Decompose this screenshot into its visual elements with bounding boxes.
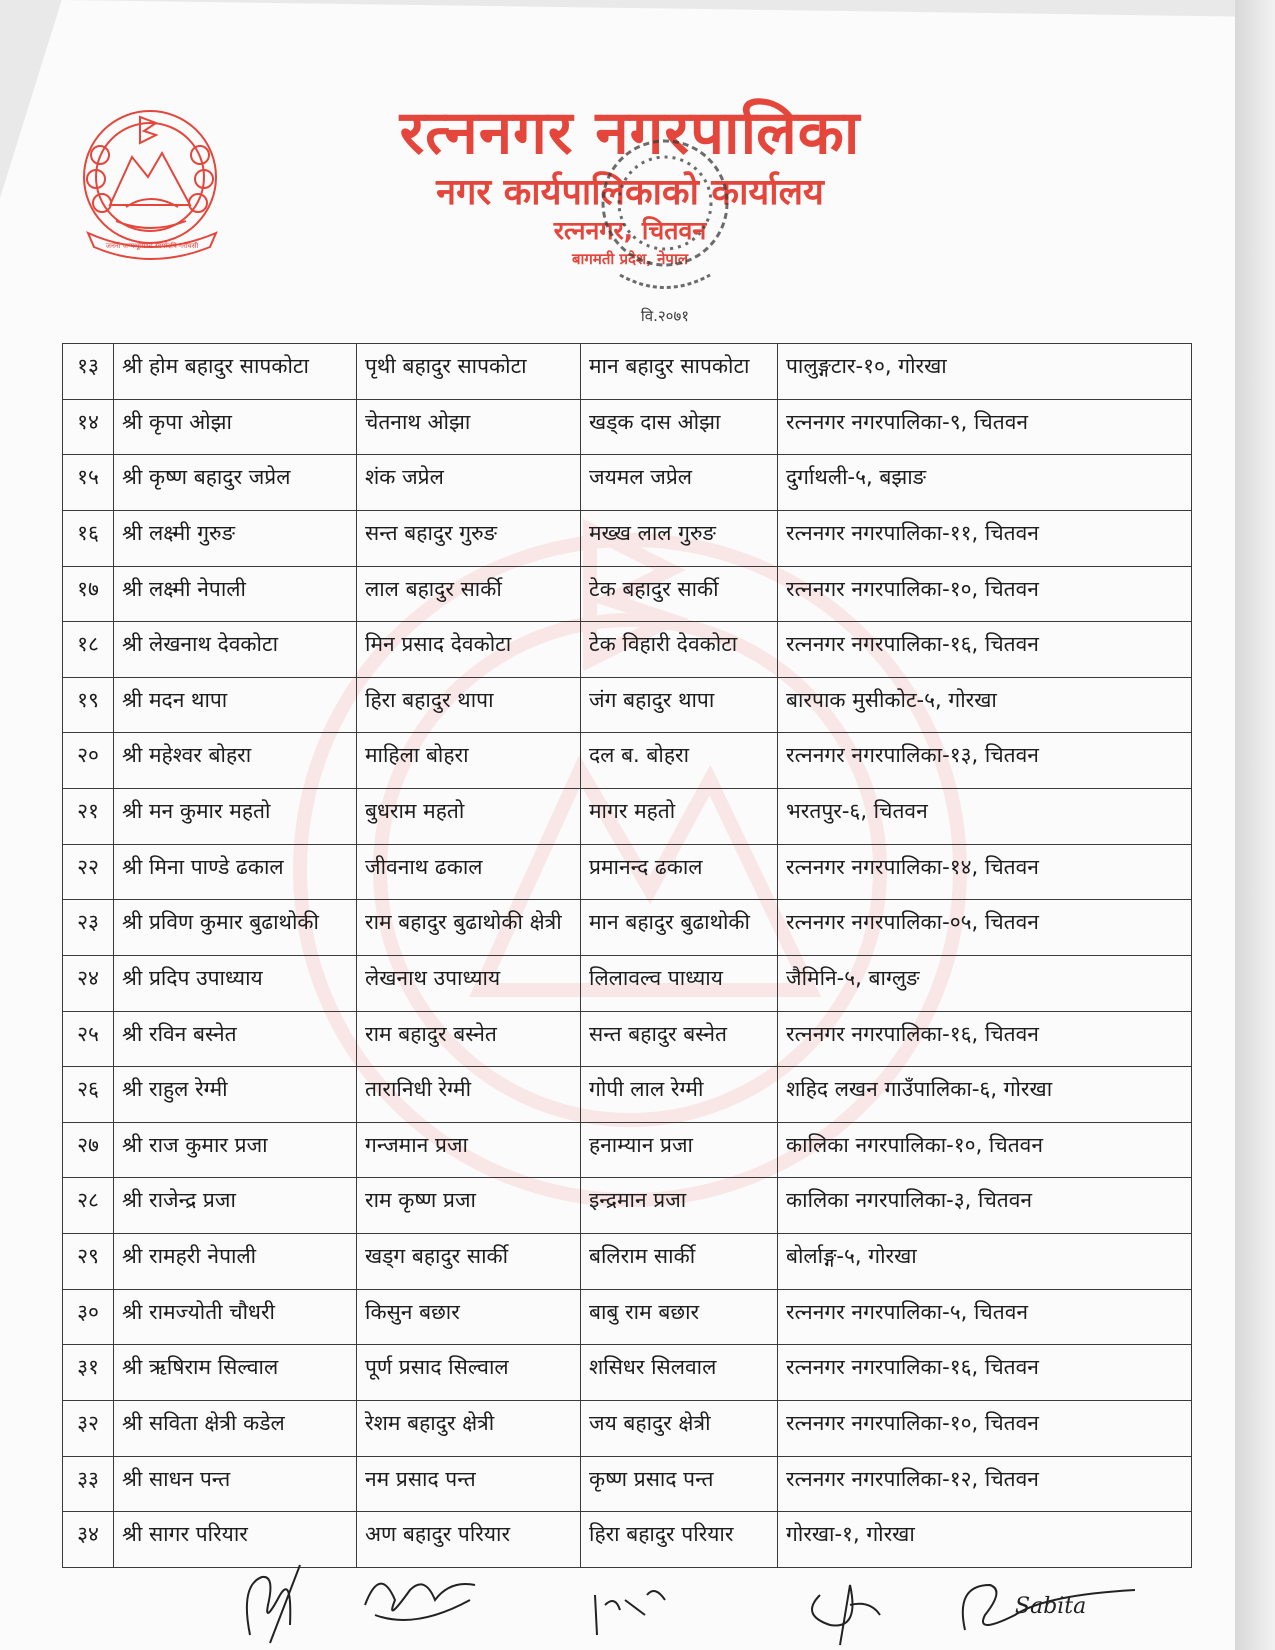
signature-4: [790, 1555, 890, 1650]
father-name-cell: चेतनाथ ओझा: [357, 399, 581, 455]
table-row: [63, 1456, 1192, 1512]
grandfather-name-cell: मख्ख लाल गुरुङ: [581, 510, 778, 566]
name-cell: श्री मिना पाण्डे ढकाल: [114, 844, 357, 900]
father-name-cell: माहिला बोहरा: [357, 733, 581, 789]
grandfather-name-cell: मान बहादुर सापकोटा: [581, 344, 778, 400]
address-cell: रत्ननगर नगरपालिका-०५, चितवन: [778, 900, 1192, 956]
serial-number-cell: २१: [63, 789, 114, 845]
serial-number-cell: २२: [63, 844, 114, 900]
table-row: [63, 1345, 1192, 1401]
address-cell: बारपाक मुसीकोट-५, गोरखा: [778, 677, 1192, 733]
serial-number-cell: १६: [63, 510, 114, 566]
table-row: [63, 510, 1192, 566]
svg-text:जननी जन्मभूमिश्च स्वर्गादपि गर: जननी जन्मभूमिश्च स्वर्गादपि गरीयसी: [105, 242, 199, 250]
office-stamp: [580, 125, 750, 335]
table-row: [63, 844, 1192, 900]
address-cell: रत्ननगर नगरपालिका-१६, चितवन: [778, 1011, 1192, 1067]
table-row: [63, 455, 1192, 511]
table-row: [63, 677, 1192, 733]
municipality-title: रत्ननगर नगरपालिका: [399, 98, 861, 168]
serial-number-cell: ३०: [63, 1289, 114, 1345]
grandfather-name-cell: लिलावल्व पाध्याय: [581, 955, 778, 1011]
name-cell: श्री कृष्ण बहादुर जप्रेल: [114, 455, 357, 511]
address-cell: रत्ननगर नगरपालिका-१०, चितवन: [778, 566, 1192, 622]
serial-number-cell: ३२: [63, 1400, 114, 1456]
signature-sabita: [945, 1555, 1145, 1650]
name-cell: श्री राजेन्द्र प्रजा: [114, 1178, 357, 1234]
grandfather-name-cell: प्रमानन्द ढकाल: [581, 844, 778, 900]
table-row: [63, 1289, 1192, 1345]
father-name-cell: किसुन बछार: [357, 1289, 581, 1345]
serial-number-cell: १५: [63, 455, 114, 511]
name-cell: श्री लक्ष्मी नेपाली: [114, 566, 357, 622]
address-cell: रत्ननगर नगरपालिका-१६, चितवन: [778, 1345, 1192, 1401]
table-row: [63, 344, 1192, 400]
name-cell: श्री सविता क्षेत्री कडेल: [114, 1400, 357, 1456]
serial-number-cell: २३: [63, 900, 114, 956]
father-name-cell: रेशम बहादुर क्षेत्री: [357, 1400, 581, 1456]
name-cell: श्री लेखनाथ देवकोटा: [114, 622, 357, 678]
father-name-cell: हिरा बहादुर थापा: [357, 677, 581, 733]
grandfather-name-cell: जयमल जप्रेल: [581, 455, 778, 511]
serial-number-cell: ३१: [63, 1345, 114, 1401]
address-cell: जैमिनि-५, बाग्लुङ: [778, 955, 1192, 1011]
address-cell: रत्ननगर नगरपालिका-५, चितवन: [778, 1289, 1192, 1345]
name-cell: श्री रामज्योती चौधरी: [114, 1289, 357, 1345]
nepal-emblem-logo: [70, 95, 255, 265]
page-edge: [1235, 0, 1275, 1650]
name-cell: श्री रामहरी नेपाली: [114, 1234, 357, 1290]
grandfather-name-cell: हनाम्यान प्रजा: [581, 1122, 778, 1178]
name-cell: श्री रविन बस्नेत: [114, 1011, 357, 1067]
serial-number-cell: १७: [63, 566, 114, 622]
address-cell: रत्ननगर नगरपालिका-९, चितवन: [778, 399, 1192, 455]
signature-3: [585, 1555, 675, 1650]
address-cell: पालुङ्गटार-१०, गोरखा: [778, 344, 1192, 400]
address-cell: रत्ननगर नगरपालिका-११, चितवन: [778, 510, 1192, 566]
name-cell: श्री प्रविण कुमार बुढाथोकी: [114, 900, 357, 956]
person-roster-table: [62, 343, 1192, 1568]
address-cell: गोरखा-१, गोरखा: [778, 1512, 1192, 1568]
address-cell: भरतपुर-६, चितवन: [778, 789, 1192, 845]
serial-number-cell: १८: [63, 622, 114, 678]
table-row: [63, 566, 1192, 622]
address-cell: रत्ननगर नगरपालिका-१३, चितवन: [778, 733, 1192, 789]
father-name-cell: पूर्ण प्रसाद सिल्वाल: [357, 1345, 581, 1401]
name-cell: श्री महेश्वर बोहरा: [114, 733, 357, 789]
address-cell: कालिका नगरपालिका-३, चितवन: [778, 1178, 1192, 1234]
father-name-cell: अण बहादुर परियार: [357, 1512, 581, 1568]
name-cell: श्री मन कुमार महतो: [114, 789, 357, 845]
father-name-cell: गन्जमान प्रजा: [357, 1122, 581, 1178]
grandfather-name-cell: खड्क दास ओझा: [581, 399, 778, 455]
serial-number-cell: २५: [63, 1011, 114, 1067]
serial-number-cell: २७: [63, 1122, 114, 1178]
name-cell: श्री कृपा ओझा: [114, 399, 357, 455]
grandfather-name-cell: बाबु राम बछार: [581, 1289, 778, 1345]
address-cell: रत्ननगर नगरपालिका-१४, चितवन: [778, 844, 1192, 900]
father-name-cell: तारानिधी रेग्मी: [357, 1067, 581, 1123]
serial-number-cell: २८: [63, 1178, 114, 1234]
grandfather-name-cell: टेक बहादुर सार्की: [581, 566, 778, 622]
table-row: [63, 955, 1192, 1011]
serial-number-cell: १४: [63, 399, 114, 455]
grandfather-name-cell: जय बहादुर क्षेत्री: [581, 1400, 778, 1456]
office-subtitle: नगर कार्यपालिकाको कार्यालय: [436, 172, 824, 213]
svg-text:Sabita: Sabita: [1015, 1594, 1087, 1619]
signature-1: [220, 1555, 320, 1650]
table-row: [63, 1234, 1192, 1290]
table-row: [63, 1122, 1192, 1178]
father-name-cell: पृथी बहादुर सापकोटा: [357, 344, 581, 400]
father-name-cell: राम बहादुर बस्नेत: [357, 1011, 581, 1067]
father-name-cell: लेखनाथ उपाध्याय: [357, 955, 581, 1011]
grandfather-name-cell: कृष्ण प्रसाद पन्त: [581, 1456, 778, 1512]
serial-number-cell: १३: [63, 344, 114, 400]
address-cell: दुर्गाथली-५, बझाङ: [778, 455, 1192, 511]
table-row: [63, 789, 1192, 845]
grandfather-name-cell: गोपी लाल रेग्मी: [581, 1067, 778, 1123]
address-cell: रत्ननगर नगरपालिका-१०, चितवन: [778, 1400, 1192, 1456]
father-name-cell: जीवनाथ ढकाल: [357, 844, 581, 900]
name-cell: श्री सागर परियार: [114, 1512, 357, 1568]
grandfather-name-cell: मागर महतो: [581, 789, 778, 845]
name-cell: श्री ऋषिराम सिल्वाल: [114, 1345, 357, 1401]
father-name-cell: राम बहादुर बुढाथोकी क्षेत्री: [357, 900, 581, 956]
father-name-cell: सन्त बहादुर गुरुङ: [357, 510, 581, 566]
table-row: [63, 1400, 1192, 1456]
father-name-cell: खड्ग बहादुर सार्की: [357, 1234, 581, 1290]
serial-number-cell: १९: [63, 677, 114, 733]
address-cell: रत्ननगर नगरपालिका-१६, चितवन: [778, 622, 1192, 678]
name-cell: श्री राज कुमार प्रजा: [114, 1122, 357, 1178]
roster-body: [63, 344, 1192, 1568]
father-name-cell: नम प्रसाद पन्त: [357, 1456, 581, 1512]
father-name-cell: शंक जप्रेल: [357, 455, 581, 511]
grandfather-name-cell: मान बहादुर बुढाथोकी: [581, 900, 778, 956]
father-name-cell: बुधराम महतो: [357, 789, 581, 845]
province-line: बागमती प्रदेश, नेपाल: [571, 250, 689, 268]
grandfather-name-cell: शसिधर सिलवाल: [581, 1345, 778, 1401]
address-cell: कालिका नगरपालिका-१०, चितवन: [778, 1122, 1192, 1178]
name-cell: श्री साधन पन्त: [114, 1456, 357, 1512]
father-name-cell: लाल बहादुर सार्की: [357, 566, 581, 622]
serial-number-cell: २९: [63, 1234, 114, 1290]
address-cell: बोर्लाङ्ग-५, गोरखा: [778, 1234, 1192, 1290]
serial-number-cell: २४: [63, 955, 114, 1011]
serial-number-cell: ३४: [63, 1512, 114, 1568]
grandfather-name-cell: टेक विहारी देवकोटा: [581, 622, 778, 678]
svg-text:वि.२०७१: वि.२०७१: [640, 307, 690, 325]
table-row: [63, 1067, 1192, 1123]
grandfather-name-cell: जंग बहादुर थापा: [581, 677, 778, 733]
serial-number-cell: ३३: [63, 1456, 114, 1512]
father-name-cell: मिन प्रसाद देवकोटा: [357, 622, 581, 678]
father-name-cell: राम कृष्ण प्रजा: [357, 1178, 581, 1234]
name-cell: श्री लक्ष्मी गुरुङ: [114, 510, 357, 566]
name-cell: श्री मदन थापा: [114, 677, 357, 733]
table-row: [63, 733, 1192, 789]
serial-number-cell: २६: [63, 1067, 114, 1123]
name-cell: श्री राहुल रेग्मी: [114, 1067, 357, 1123]
signature-2: [355, 1555, 485, 1650]
table-row: [63, 900, 1192, 956]
grandfather-name-cell: दल ब. बोहरा: [581, 733, 778, 789]
grandfather-name-cell: इन्द्रमान प्रजा: [581, 1178, 778, 1234]
table-row: [63, 399, 1192, 455]
name-cell: श्री होम बहादुर सापकोटा: [114, 344, 357, 400]
table-row: [63, 1178, 1192, 1234]
grandfather-name-cell: हिरा बहादुर परियार: [581, 1512, 778, 1568]
grandfather-name-cell: सन्त बहादुर बस्नेत: [581, 1011, 778, 1067]
serial-number-cell: २०: [63, 733, 114, 789]
table-row: [63, 622, 1192, 678]
grandfather-name-cell: बलिराम सार्की: [581, 1234, 778, 1290]
office-location: रत्ननगर, चितवन: [553, 216, 707, 245]
name-cell: श्री प्रदिप उपाध्याय: [114, 955, 357, 1011]
address-cell: शहिद लखन गाउँपालिका-६, गोरखा: [778, 1067, 1192, 1123]
table-row: [63, 1011, 1192, 1067]
address-cell: रत्ननगर नगरपालिका-१२, चितवन: [778, 1456, 1192, 1512]
